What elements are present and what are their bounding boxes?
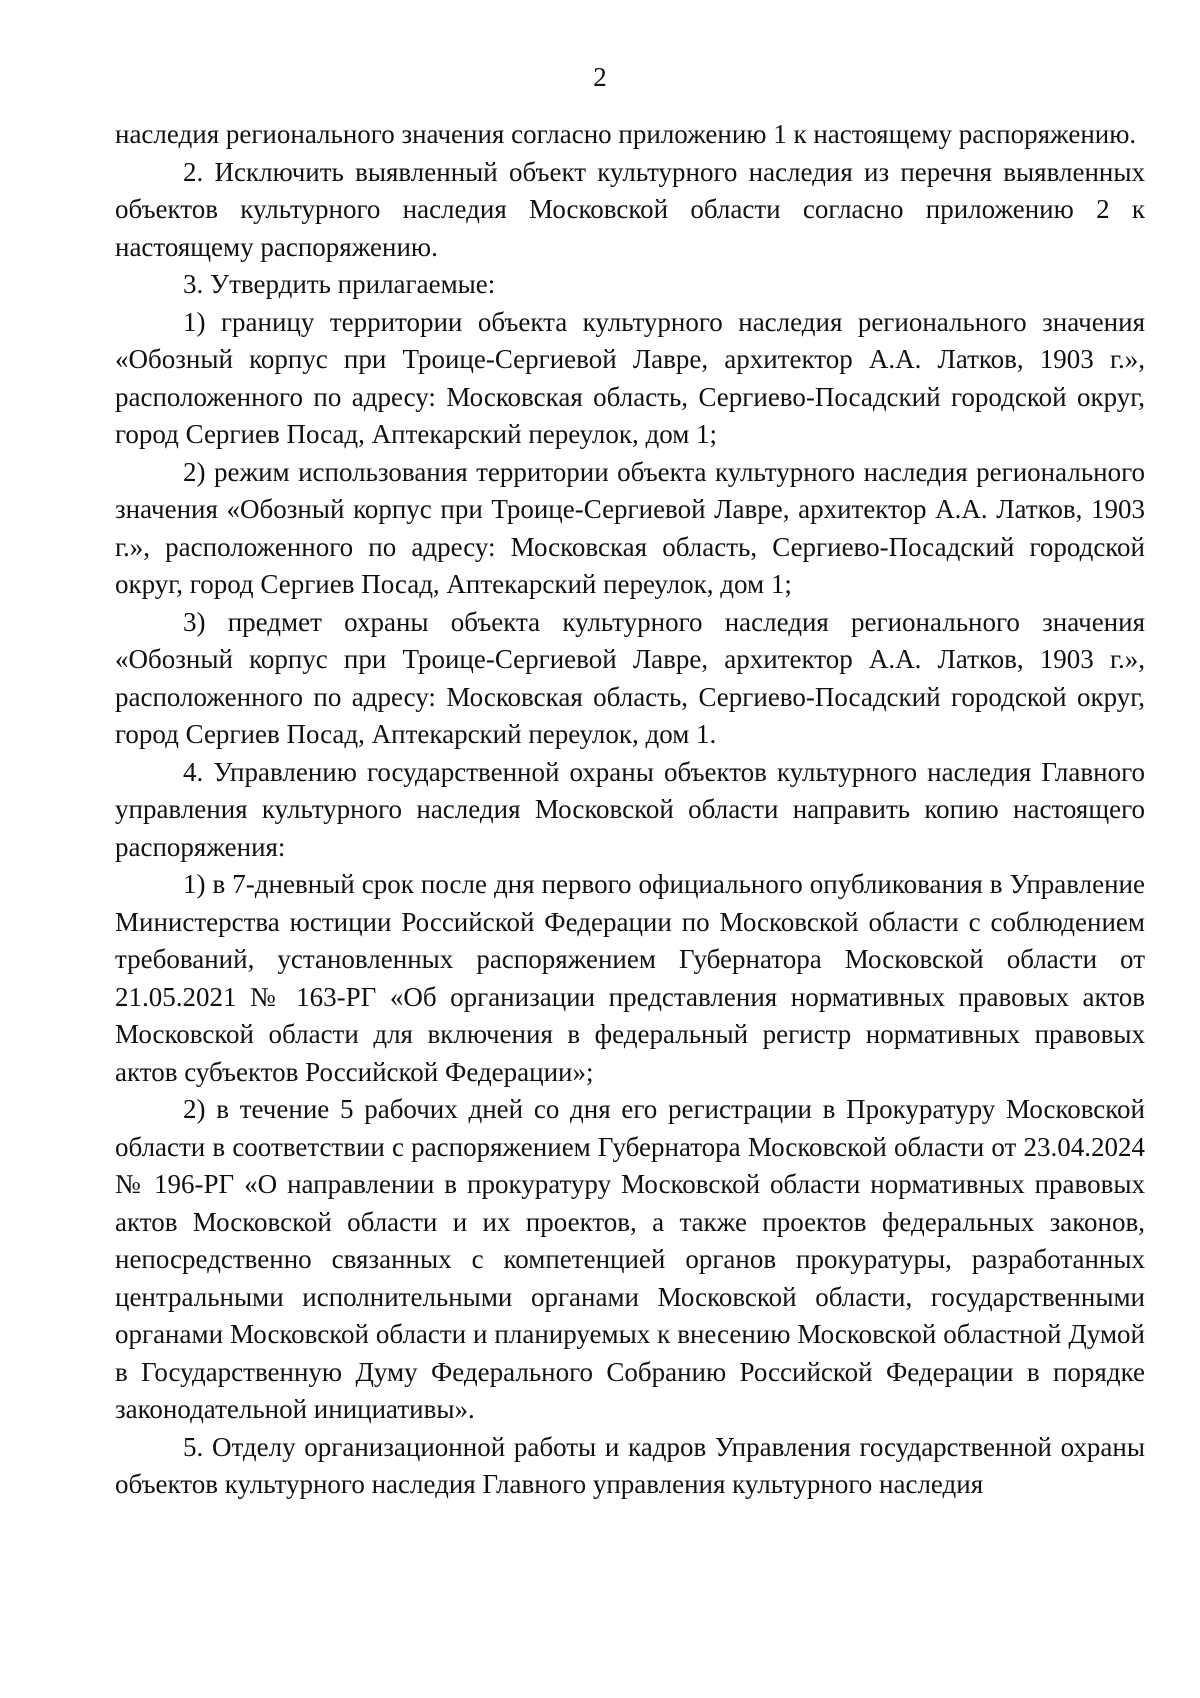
page-number: 2 [593, 62, 607, 92]
paragraph-item-3-2: 2) режим использования территории объекта культурного наследия регионального значения «Обозный корпус при Троице-Сергиевой Лавре, архитектор А.А. Латков, 1903 г.», расположенного по адресу: Московская область, Сергиево-Посадский городской округ, город Сергиев Посад, Аптекарский переулок, дом 1; [115, 456, 1145, 599]
paragraph-item-3: 3. Утвердить прилагаемые: [183, 269, 496, 299]
paragraph-item-3-1: 1) границу территории объекта культурного наследия регионального значения «Обозный корпус при Троице-Сергиевой Лавре, архитектор А.А. Латков, 1903 г.», расположенного по адресу: Московская область, Сергиево-Посадский городской округ, город Сергиев Посад, Аптекарский переулок, дом 1; [115, 306, 1145, 449]
paragraph-continuation: наследия регионального значения согласно приложению 1 к настоящему распоряжению. [115, 119, 1137, 149]
paragraph-item-3-3: 3) предмет охраны объекта культурного наследия регионального значения «Обозный корпус при Троице-Сергиевой Лавре, архитектор А.А. Латков, 1903 г.», расположенного по адресу: Московская область, Сергиево-Посадский городской округ, город Сергиев Посад, Аптекарский переулок, дом 1. [115, 606, 1145, 749]
paragraph-item-4-1: 1) в 7-дневный срок после дня первого официального опубликования в Управление Министерства юстиции Российской Федерации по Московской области с соблюдением требований, установленных распоряжением Губернатора Московской области от 21.05.2021 № 163-РГ «Об организации представления нормативных правовых актов Московской области для включения в федеральный регистр нормативных правовых актов субъектов Российской Федерации»; [115, 869, 1145, 1087]
paragraph-item-4-2: 2) в течение 5 рабочих дней со дня его регистрации в Прокуратуру Московской области в соответствии с распоряжением Губернатора Московской области от 23.04.2024 № 196-РГ «О направлении в прокуратуру Московской области нормативных правовых актов Московской области и их проектов, а также проектов федеральных законов, непосредственно связанных с компетенцией органов прокуратуры, разработанных центральными исполнительными органами Московской области, государственными органами Московской области и планируемых к внесению Московской областной Думой в Государственную Думу Федерального Собранию Российской Федерации в порядке законодательной инициативы». [115, 1094, 1145, 1424]
paragraph-item-4: 4. Управлению государственной охраны объектов культурного наследия Главного управления культурного наследия Московской области направить копию настоящего распоряжения: [115, 756, 1145, 862]
paragraph-item-2: 2. Исключить выявленный объект культурного наследия из перечня выявленных объектов культурного наследия Московской области согласно приложению 2 к настоящему распоряжению. [115, 156, 1145, 262]
paragraph-item-5: 5. Отделу организационной работы и кадров Управления государственной охраны объектов культурного наследия Главного управления культурного наследия [115, 1431, 1145, 1499]
document-body [115, 116, 1145, 1504]
